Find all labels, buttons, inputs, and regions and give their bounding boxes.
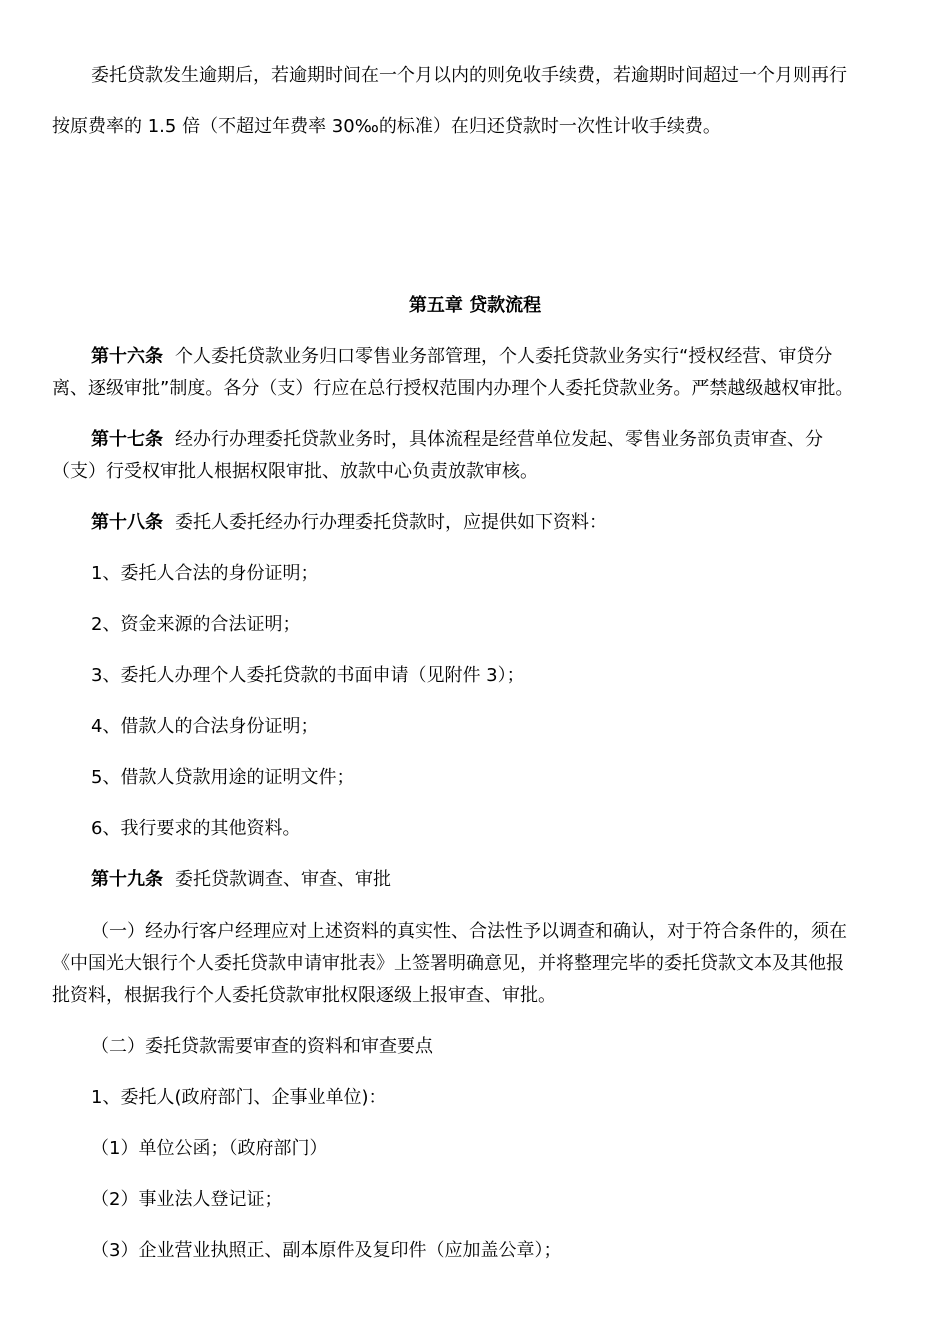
article-16-line-2: 离、逐级审批”制度。各分（支）行应在总行授权范围内办理个人委托贷款业务。严禁越级越权审批。 (52, 378, 854, 399)
article-19-title: 第十九条 (91, 869, 163, 890)
article-18-text: 委托人委托经办行办理委托贷款时，应提供如下资料： (175, 512, 607, 533)
list-item: 6、我行要求的其他资料。 (91, 818, 301, 839)
article-17-line-1 (91, 428, 823, 452)
list-item: 2、资金来源的合法证明； (91, 614, 301, 635)
article-19-para1-line-2: 《中国光大银行个人委托贷款申请审批表》上签署明确意见，并将整理完毕的委托贷款文本及其他报 (52, 953, 844, 974)
list-item: 4、借款人的合法身份证明； (91, 716, 319, 737)
article-17-text: 经办行办理委托贷款业务时，具体流程是经营单位发起、零售业务部负责审查、分 (175, 429, 823, 450)
article-19-line-1 (91, 868, 391, 892)
article-19-text: 委托贷款调查、审查、审批 (175, 869, 391, 890)
article-19-para1-line-1: （一）经办行客户经理应对上述资料的真实性、合法性予以调查和确认，对于符合条件的，须在 (91, 921, 847, 942)
chapter-title: 第五章 贷款流程 (408, 295, 542, 316)
list-item: 3、委托人办理个人委托贷款的书面申请（见附件 3）； (91, 665, 525, 686)
article-16-title: 第十六条 (91, 346, 163, 367)
intro-line-2: 按原费率的 1.5 倍（不超过年费率 30‰的标准）在归还贷款时一次性计收手续费。 (52, 116, 721, 137)
article-18-title: 第十八条 (91, 512, 163, 533)
list-item: 1、委托人合法的身份证明； (91, 563, 319, 584)
list-item: 5、借款人贷款用途的证明文件； (91, 767, 355, 788)
list-item: （3）企业营业执照正、副本原件及复印件（应加盖公章）； (91, 1240, 562, 1261)
intro-line-1: 委托贷款发生逾期后，若逾期时间在一个月以内的则免收手续费，若逾期时间超过一个月则再行 (91, 65, 847, 86)
article-19-para1-line-3: 批资料，根据我行个人委托贷款审批权限逐级上报审查、审批。 (52, 985, 556, 1006)
article-19-sub1: 1、委托人(政府部门、企事业单位)： (91, 1087, 387, 1108)
article-19-para2: （二）委托贷款需要审查的资料和审查要点 (91, 1036, 433, 1057)
article-16-line-1 (91, 345, 832, 369)
article-17-line-2: （支）行受权审批人根据权限审批、放款中心负责放款审核。 (52, 461, 538, 482)
article-17-title: 第十七条 (91, 429, 163, 450)
list-item: （2）事业法人登记证； (91, 1189, 283, 1210)
article-18-line-1 (91, 511, 607, 535)
article-16-text: 个人委托贷款业务归口零售业务部管理，个人委托贷款业务实行“授权经营、审贷分 (175, 346, 833, 367)
list-item: （1）单位公函；（政府部门） (91, 1138, 328, 1159)
